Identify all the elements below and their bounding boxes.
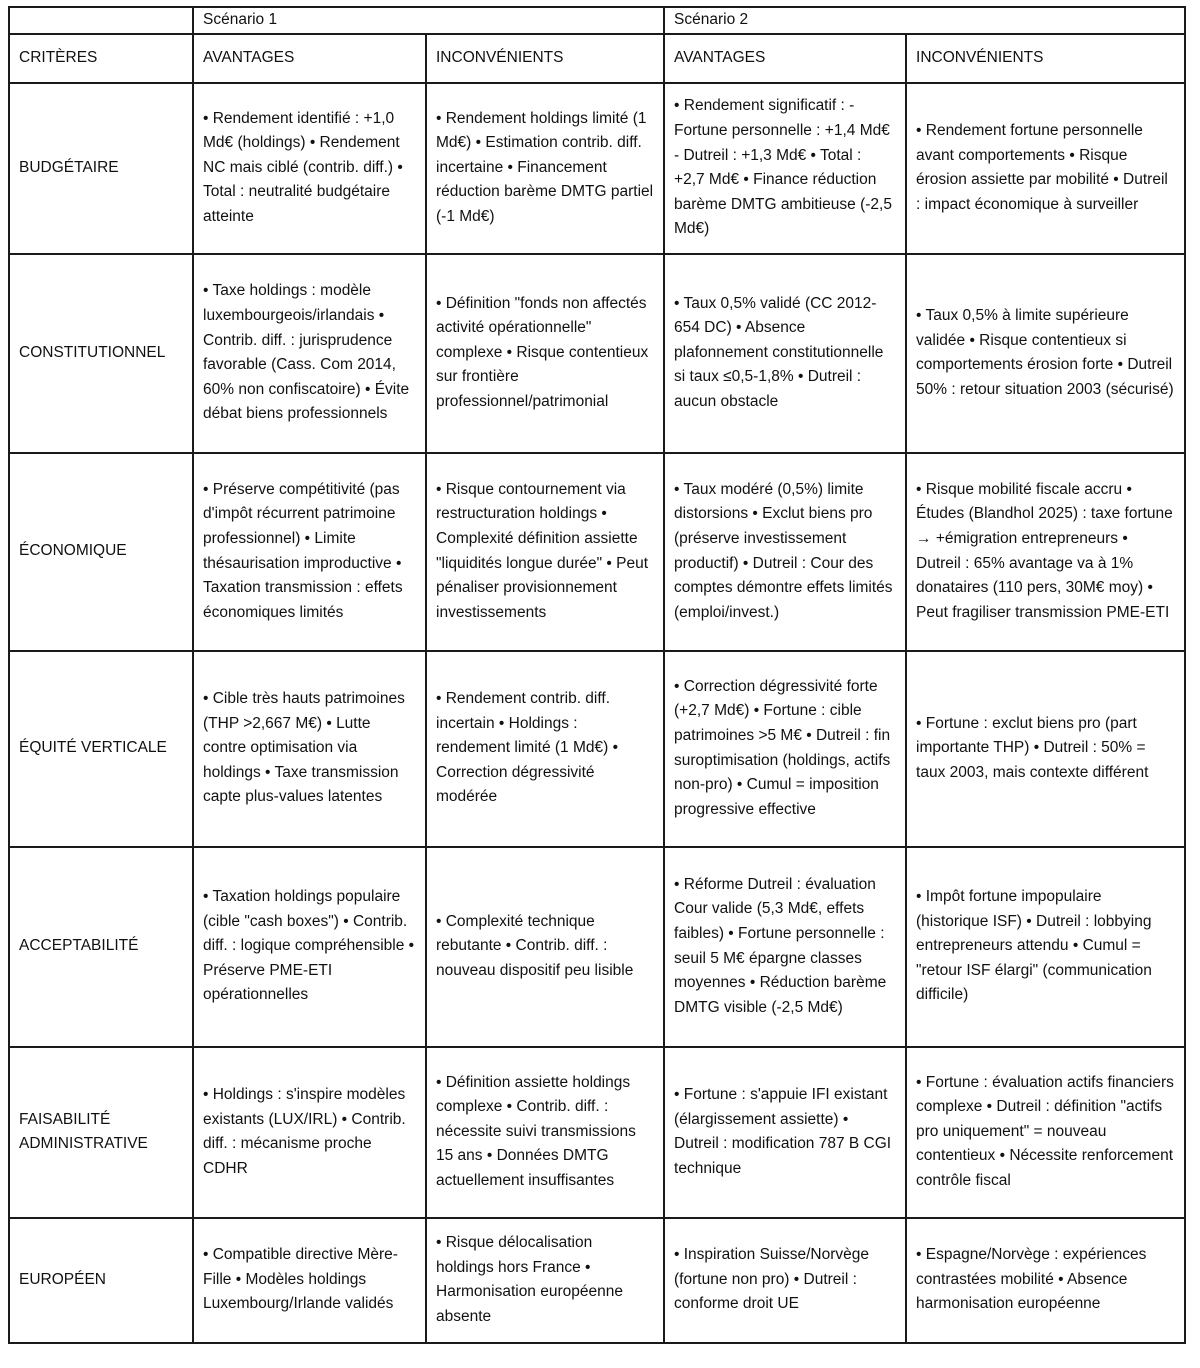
s2-disadvantages-cell: • Fortune : évaluation actifs financiers complexe • Dutreil : définition "actifs pro uniquement" = nouveau contentieux • Nécessite renforcement contrôle fiscal xyxy=(906,1047,1185,1218)
s2-disadvantages-cell: • Impôt fortune impopulaire (historique ISF) • Dutreil : lobbying entrepreneurs attendu • Cumul = "retour ISF élargi" (communication difficile) xyxy=(906,847,1185,1047)
s1-advantages-cell: • Compatible directive Mère-Fille • Modèles holdings Luxembourg/Irlande validés xyxy=(193,1218,426,1343)
criterion-cell: ÉQUITÉ VERTICALE xyxy=(9,651,193,847)
s2-disadvantages-cell: • Espagne/Norvège : expériences contrastées mobilité • Absence harmonisation européenne xyxy=(906,1218,1185,1343)
scenario-header-row xyxy=(9,7,1185,34)
s2-advantages-header: AVANTAGES xyxy=(664,34,906,83)
scenario-1-header: Scénario 1 xyxy=(193,7,664,34)
s1-advantages-cell: • Taxe holdings : modèle luxembourgeois/irlandais • Contrib. diff. : jurisprudence favorable (Cass. Com 2014, 60% non confiscatoire) • Évite débat biens professionnels xyxy=(193,254,426,453)
criterion-cell: ACCEPTABILITÉ xyxy=(9,847,193,1047)
s2-advantages-cell: • Taux modéré (0,5%) limite distorsions • Exclut biens pro (préserve investissement productif) • Dutreil : Cour des comptes démontre effets limités (emploi/invest.) xyxy=(664,453,906,651)
criterion-cell: CONSTITUTIONNEL xyxy=(9,254,193,453)
s2-advantages-cell: • Réforme Dutreil : évaluation Cour valide (5,3 Md€, effets faibles) • Fortune personnelle : seuil 5 M€ épargne classes moyennes • Réduction barème DMTG visible (-2,5 Md€) xyxy=(664,847,906,1047)
s1-advantages-cell: • Préserve compétitivité (pas d'impôt récurrent patrimoine professionnel) • Limite thésaurisation improductive • Taxation transmission : effets économiques limités xyxy=(193,453,426,651)
criteria-column-header: CRITÈRES xyxy=(9,34,193,83)
s1-advantages-cell: • Rendement identifié : +1,0 Md€ (holdings) • Rendement NC mais ciblé (contrib. diff.) • Total : neutralité budgétaire atteinte xyxy=(193,83,426,254)
s1-advantages-cell: • Cible très hauts patrimoines (THP >2,667 M€) • Lutte contre optimisation via holdings • Taxe transmission capte plus-values latentes xyxy=(193,651,426,847)
s2-disadvantages-header: INCONVÉNIENTS xyxy=(906,34,1185,83)
table-row-economique xyxy=(9,453,1185,651)
table-row-constitutionnel xyxy=(9,254,1185,453)
table-row-faisabilite-administrative xyxy=(9,1047,1185,1218)
s1-disadvantages-cell: • Risque contournement via restructuration holdings • Complexité définition assiette "liquidités longue durée" • Peut pénaliser provisionnement investissements xyxy=(426,453,664,651)
s1-disadvantages-header: INCONVÉNIENTS xyxy=(426,34,664,83)
s1-disadvantages-cell: • Complexité technique rebutante • Contrib. diff. : nouveau dispositif peu lisible xyxy=(426,847,664,1047)
empty-corner-cell xyxy=(9,7,193,34)
s2-advantages-cell: • Taux 0,5% validé (CC 2012-654 DC) • Absence plafonnement constitutionnelle si taux ≤0,5-1,8% • Dutreil : aucun obstacle xyxy=(664,254,906,453)
s2-disadvantages-cell: • Rendement fortune personnelle avant comportements • Risque érosion assiette par mobilité • Dutreil : impact économique à surveiller xyxy=(906,83,1185,254)
table-row-equite-verticale xyxy=(9,651,1185,847)
s2-disadvantages-cell: • Taux 0,5% à limite supérieure validée • Risque contentieux si comportements érosion forte • Dutreil 50% : retour situation 2003 (sécurisé) xyxy=(906,254,1185,453)
s1-advantages-cell: • Taxation holdings populaire (cible "cash boxes") • Contrib. diff. : logique compréhensible • Préserve PME-ETI opérationnelles xyxy=(193,847,426,1047)
s2-disadvantages-cell: • Fortune : exclut biens pro (part importante THP) • Dutreil : 50% = taux 2003, mais contexte différent xyxy=(906,651,1185,847)
scenario-2-header: Scénario 2 xyxy=(664,7,1185,34)
s1-disadvantages-cell: • Rendement contrib. diff. incertain • Holdings : rendement limité (1 Md€) • Correction dégressivité modérée xyxy=(426,651,664,847)
criterion-cell: EUROPÉEN xyxy=(9,1218,193,1343)
s1-disadvantages-cell: • Rendement holdings limité (1 Md€) • Estimation contrib. diff. incertaine • Financement réduction barème DMTG partiel (-1 Md€) xyxy=(426,83,664,254)
s2-disadvantages-cell: • Risque mobilité fiscale accru • Études (Blandhol 2025) : taxe fortune → +émigration entrepreneurs • Dutreil : 65% avantage va à 1% donataires (110 pers, 30M€ moy) • Peut fragiliser transmission PME-ETI xyxy=(906,453,1185,651)
comparison-table xyxy=(8,6,1186,1344)
s2-advantages-cell: • Fortune : s'appuie IFI existant (élargissement assiette) • Dutreil : modification 787 B CGI technique xyxy=(664,1047,906,1218)
column-header-row xyxy=(9,34,1185,83)
s1-disadvantages-cell: • Risque délocalisation holdings hors France • Harmonisation européenne absente xyxy=(426,1218,664,1343)
s1-disadvantages-cell: • Définition assiette holdings complexe • Contrib. diff. : nécessite suivi transmissions 15 ans • Données DMTG actuellement insuffisantes xyxy=(426,1047,664,1218)
s2-advantages-cell: • Inspiration Suisse/Norvège (fortune non pro) • Dutreil : conforme droit UE xyxy=(664,1218,906,1343)
s2-advantages-cell: • Rendement significatif : - Fortune personnelle : +1,4 Md€ - Dutreil : +1,3 Md€ • Total : +2,7 Md€ • Finance réduction barème DMTG ambitieuse (-2,5 Md€) xyxy=(664,83,906,254)
s1-disadvantages-cell: • Définition "fonds non affectés activité opérationnelle" complexe • Risque contentieux sur frontière professionnel/patrimonial xyxy=(426,254,664,453)
table-row-budgetaire xyxy=(9,83,1185,254)
criterion-cell: BUDGÉTAIRE xyxy=(9,83,193,254)
criterion-cell: FAISABILITÉ ADMINISTRATIVE xyxy=(9,1047,193,1218)
s2-advantages-cell: • Correction dégressivité forte (+2,7 Md€) • Fortune : cible patrimoines >5 M€ • Dutreil : fin suroptimisation (holdings, actifs non-pro) • Cumul = imposition progressive effective xyxy=(664,651,906,847)
s1-advantages-cell: • Holdings : s'inspire modèles existants (LUX/IRL) • Contrib. diff. : mécanisme proche CDHR xyxy=(193,1047,426,1218)
criterion-cell: ÉCONOMIQUE xyxy=(9,453,193,651)
table-row-acceptabilite xyxy=(9,847,1185,1047)
s1-advantages-header: AVANTAGES xyxy=(193,34,426,83)
table-row-europeen xyxy=(9,1218,1185,1343)
